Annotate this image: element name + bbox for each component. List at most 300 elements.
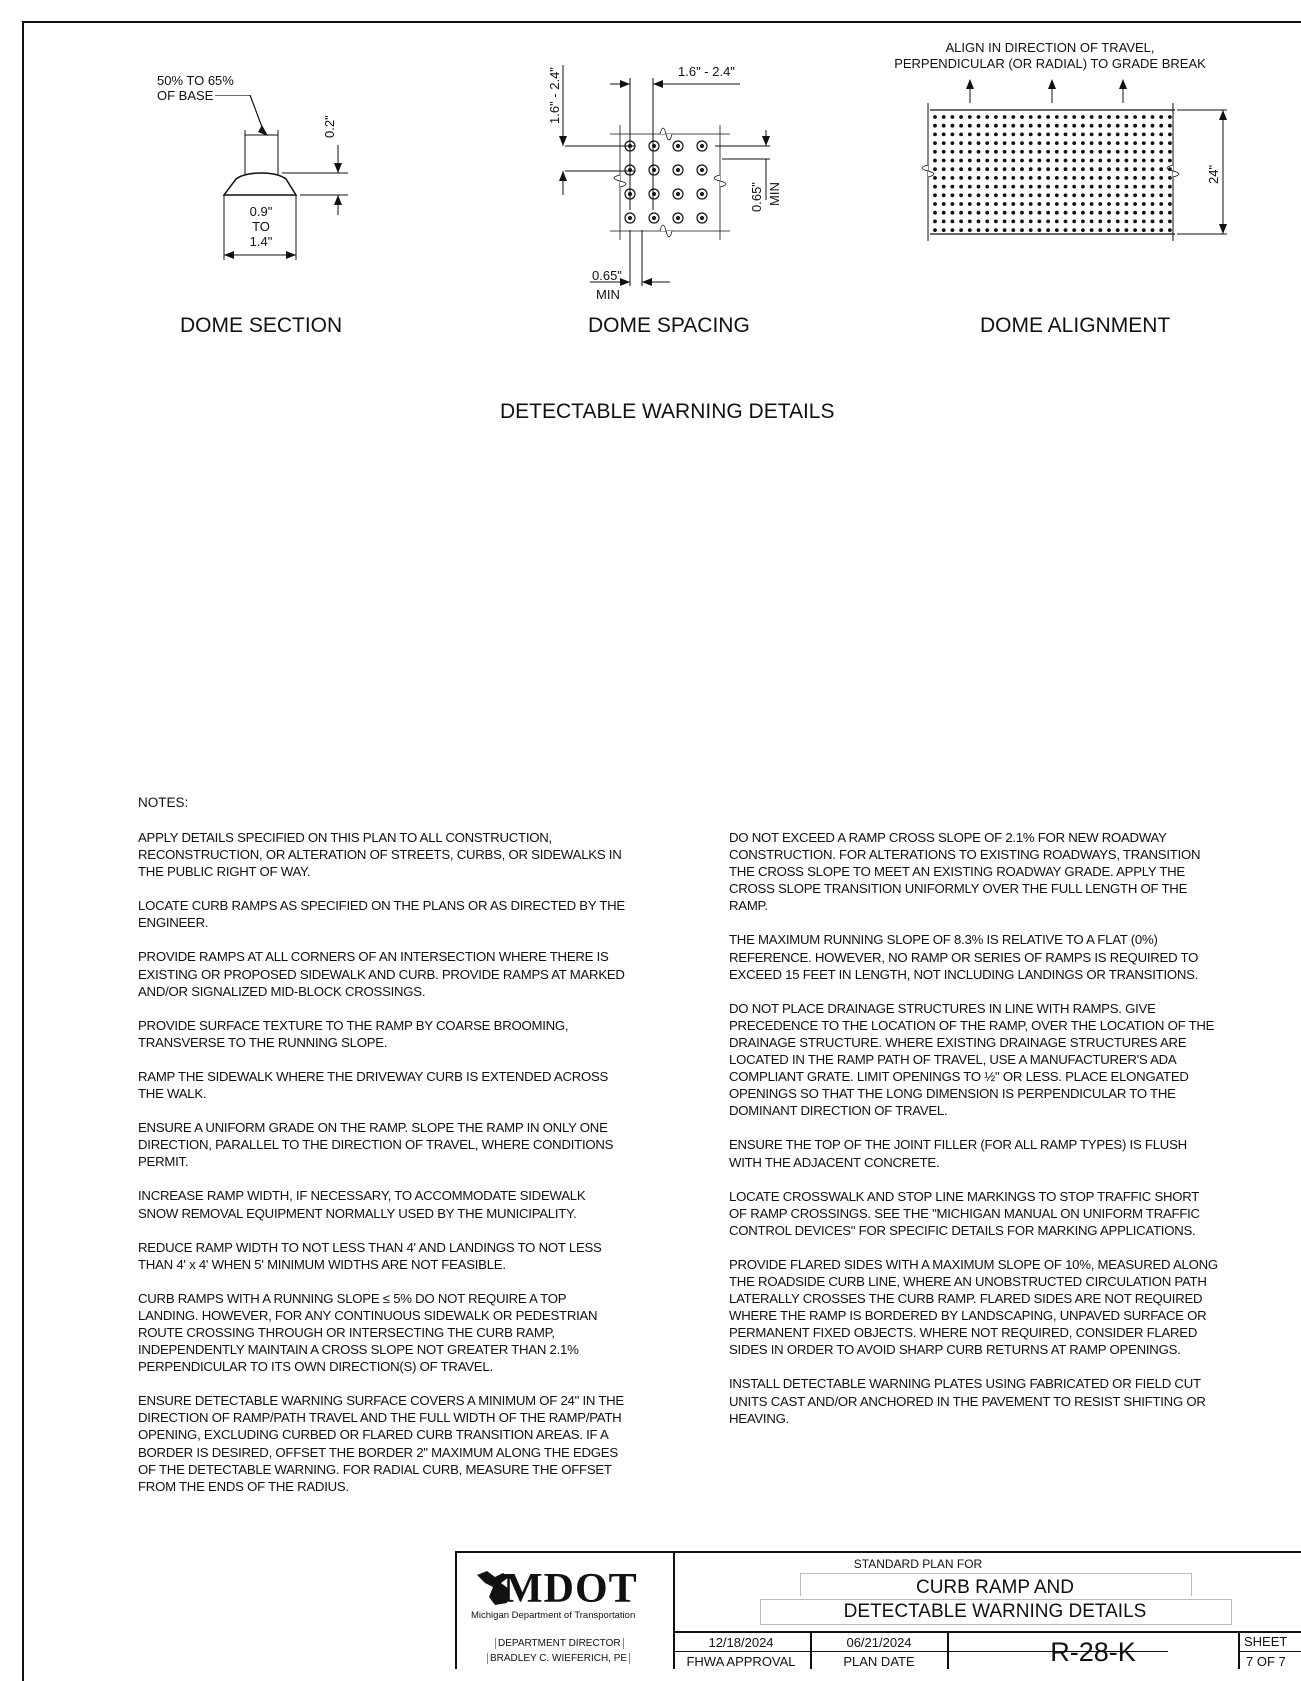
alignment-dot [968,115,972,119]
dome-alignment-drawing [915,75,1235,250]
alignment-dot [1116,220,1120,224]
alignment-dot [959,150,963,154]
alignment-dot [942,167,946,171]
alignment-dot [1098,167,1102,171]
alignment-dot [1003,228,1007,232]
alignment-dot [1029,228,1033,232]
alignment-dot [1072,202,1076,206]
alignment-dot [968,167,972,171]
alignment-dot [1168,141,1172,145]
alignment-dot [994,176,998,180]
alignment-dot [985,150,989,154]
alignment-dot [1046,185,1050,189]
alignment-dot [977,228,981,232]
alignment-dot [1055,202,1059,206]
alignment-dot [1133,220,1137,224]
alignment-dot [1151,115,1155,119]
alignment-dot [1142,124,1146,128]
alignment-dot [1020,141,1024,145]
alignment-dot [994,220,998,224]
alignment-dot [1072,159,1076,163]
alignment-dot [1011,220,1015,224]
dome-height-dim: 0.2" [322,115,337,138]
alignment-dot [1107,133,1111,137]
alignment-dot [1029,115,1033,119]
alignment-dot [1107,115,1111,119]
alignment-dot [959,185,963,189]
alignment-dot [1011,211,1015,215]
alignment-dot [1090,211,1094,215]
alignment-dot [933,115,937,119]
alignment-dot [951,211,955,215]
alignment-dot [1090,167,1094,171]
dome-spacing-horizontal-dim: 1.6" - 2.4" [678,64,735,79]
mdot-logo-subtitle: Michigan Department of Transportation [471,1610,636,1621]
dome-inner [700,192,704,196]
alignment-dot [1116,159,1120,163]
alignment-dot [942,150,946,154]
alignment-dot [1168,220,1172,224]
alignment-dot [1107,228,1111,232]
alignment-dot [1159,115,1163,119]
alignment-dot [1116,176,1120,180]
alignment-dot [1072,150,1076,154]
dome-section-top-label [157,73,234,103]
alignment-dot [1020,193,1024,197]
alignment-dot [1072,167,1076,171]
alignment-dot [1072,133,1076,137]
alignment-dot [1011,115,1015,119]
alignment-dot [1133,211,1137,215]
dome-section-top-label-line2: OF BASE [157,88,214,103]
alignment-dot [1168,150,1172,154]
alignment-dot [942,159,946,163]
alignment-dot [1003,211,1007,215]
alignment-dot [977,176,981,180]
alignment-dot [1003,115,1007,119]
alignment-dot [959,202,963,206]
alignment-dot [942,193,946,197]
alignment-dot [1038,115,1042,119]
note-left-10: ENSURE DETECTABLE WARNING SURFACE COVERS A MINIMUM OF 24" IN THE DIRECTION OF RAMP/PATH TRAVEL AND THE FULL WIDTH OF THE RAMP/PATH OPENING, EXCLUDING CURBED OR FLARED CURB TRANSITION AREAS. IF A BORDER IS DESIRED, OFFSET THE BORDER 2" MAXIMUM ALONG THE EDGES OF THE DETECTABLE WARNING. FOR RADIAL CURB, MEASURE THE OFFSET FROM THE ENDS OF THE RADIUS. [138,1393,624,1494]
alignment-dot [985,159,989,163]
alignment-dot [968,141,972,145]
alignment-dot [994,159,998,163]
dome-section-top-label-line1: 50% TO 65% [157,73,234,88]
alignment-dot [977,115,981,119]
note-left-9: CURB RAMPS WITH A RUNNING SLOPE ≤ 5% DO NOT REQUIRE A TOP LANDING. HOWEVER, FOR ANY CONTINUOUS SIDEWALK OR PEDESTRIAN ROUTE CROSSING THROUGH OR INTERSECTING THE CURB RAMP, INDEPENDENTLY MAINTAIN A CROSS SLOPE NOT GREATER THAN 2.1% PERPENDICULAR TO ITS OWN DIRECTION(S) OF TRAVEL. [138,1290,598,1375]
alignment-dot [1116,141,1120,145]
alignment-dot [1003,167,1007,171]
alignment-dot [951,220,955,224]
alignment-dot [1020,167,1024,171]
alignment-dot [1090,176,1094,180]
alignment-dot [1090,202,1094,206]
alignment-dot [1081,228,1085,232]
alignment-dot [1159,141,1163,145]
note-left-8: REDUCE RAMP WIDTH TO NOT LESS THAN 4' AND LANDINGS TO NOT LESS THAN 4' x 4' WHEN 5' MINIMUM WIDTHS ARE NOT FEASIBLE. [138,1239,602,1272]
dome-inner [676,168,680,172]
dome-spacing-side-min-label: MIN [767,182,782,206]
alignment-dot [1151,193,1155,197]
alignment-dot [1168,202,1172,206]
alignment-dot [1168,193,1172,197]
alignment-dot [1133,133,1137,137]
dome-inner [700,168,704,172]
alignment-dot [1046,228,1050,232]
alignment-dot [1098,133,1102,137]
alignment-dot [1159,185,1163,189]
alignment-dot [1116,202,1120,206]
alignment-dot [1116,228,1120,232]
alignment-dot [1038,185,1042,189]
alignment-dot [1011,141,1015,145]
alignment-dot [1133,167,1137,171]
dome-base-dim-line3: 1.4" [249,234,273,249]
note-left-6: ENSURE A UNIFORM GRADE ON THE RAMP. SLOPE THE RAMP IN ONLY ONE DIRECTION, PARALLEL TO THE DIRECTION OF TRAVEL, WHERE CONDITIONS PERMIT. [138,1120,614,1170]
alignment-dot [1107,211,1111,215]
alignment-dot [1090,185,1094,189]
dome-base-dim-line1: 0.9" [249,204,273,219]
alignment-dot [1081,211,1085,215]
alignment-dot [1029,159,1033,163]
alignment-dot [959,228,963,232]
notes-left-column [138,829,628,1512]
alignment-dot [1142,185,1146,189]
alignment-dot [1107,202,1111,206]
alignment-dot [1081,133,1085,137]
alignment-dot [1064,228,1068,232]
alignment-dot [1159,228,1163,232]
plan-title-line1: CURB RAMP AND [915,1577,1075,1598]
alignment-dot [994,141,998,145]
alignment-dot [1003,124,1007,128]
dome-section-caption: DOME SECTION [180,314,343,337]
alignment-dot [1142,141,1146,145]
alignment-dot [985,141,989,145]
notes-right-column [729,829,1219,1444]
alignment-dot [1116,167,1120,171]
alignment-dot [1125,202,1129,206]
alignment-dot [951,124,955,128]
alignment-dot [959,176,963,180]
alignment-dot [1003,141,1007,145]
alignment-dot [1029,124,1033,128]
alignment-dot [1133,176,1137,180]
dome-inner [700,216,704,220]
alignment-dot [1142,228,1146,232]
alignment-dot [1038,124,1042,128]
alignment-dot [1098,228,1102,232]
alignment-dot [1151,176,1155,180]
alignment-dot [1081,141,1085,145]
alignment-dot [951,159,955,163]
alignment-dot [1133,185,1137,189]
alignment-dot [994,185,998,189]
alignment-dot [1133,124,1137,128]
alignment-dot [1029,211,1033,215]
alignment-dot [1046,115,1050,119]
alignment-dot [1072,124,1076,128]
alignment-dot [1055,228,1059,232]
dome-inner [628,168,632,172]
alignment-dot [968,185,972,189]
dome-inner [652,168,656,172]
dome-inner [628,144,632,148]
alignment-dot [1142,193,1146,197]
alignment-dot [1159,124,1163,128]
alignment-dot [1055,133,1059,137]
alignment-dot [1064,159,1068,163]
alignment-dot [1029,185,1033,189]
plan-number: R-28-K [1050,1637,1136,1667]
alignment-dot [1133,193,1137,197]
alignment-dot [994,167,998,171]
alignment-dot [942,211,946,215]
dome-inner [628,216,632,220]
alignment-dot [933,202,937,206]
alignment-dot [1020,115,1024,119]
alignment-dot [933,193,937,197]
alignment-dot [1011,185,1015,189]
alignment-dot [951,150,955,154]
note-left-4: PROVIDE SURFACE TEXTURE TO THE RAMP BY COARSE BROOMING, TRANSVERSE TO THE RUNNING SLOPE. [138,1017,569,1050]
alignment-dot [1151,167,1155,171]
alignment-dot [977,124,981,128]
alignment-dot [1125,167,1129,171]
alignment-dot [933,211,937,215]
alignment-dot [1003,176,1007,180]
dome-spacing-bottom-min-dim: 0.65" [592,268,622,283]
alignment-dot [1038,220,1042,224]
alignment-dot [1081,150,1085,154]
alignment-dot [933,133,937,137]
alignment-dot [1168,115,1172,119]
alignment-dot [968,176,972,180]
alignment-dot [951,185,955,189]
fhwa-approval-label: FHWA APPROVAL [686,1654,796,1669]
alignment-dot [951,202,955,206]
alignment-dot [1133,159,1137,163]
alignment-dot [1098,202,1102,206]
dome-alignment-dots [933,115,1172,232]
alignment-dot [942,176,946,180]
alignment-dot [1029,141,1033,145]
alignment-dot [959,115,963,119]
dome-alignment-instruction-line1: ALIGN IN DIRECTION OF TRAVEL, [945,40,1155,55]
notes-heading: NOTES: [138,795,189,810]
alignment-dot [1003,133,1007,137]
dome-inner [652,192,656,196]
alignment-dot [1159,211,1163,215]
alignment-dot [1038,141,1042,145]
alignment-dot [942,185,946,189]
alignment-dot [933,167,937,171]
alignment-dot [1151,202,1155,206]
alignment-dot [1055,115,1059,119]
alignment-dot [994,211,998,215]
alignment-dot [1020,220,1024,224]
alignment-dot [1046,220,1050,224]
plan-date-label: PLAN DATE [843,1654,915,1669]
alignment-dot [1125,141,1129,145]
alignment-dot [933,141,937,145]
alignment-dot [1125,115,1129,119]
alignment-dot [1029,202,1033,206]
alignment-dot [1159,176,1163,180]
alignment-dot [942,220,946,224]
alignment-dot [1107,167,1111,171]
alignment-dot [1107,176,1111,180]
alignment-dot [1098,159,1102,163]
dome-inner [700,144,704,148]
alignment-dot [1090,150,1094,154]
alignment-dot [942,228,946,232]
alignment-dot [994,228,998,232]
alignment-dot [1064,185,1068,189]
alignment-dot [968,220,972,224]
alignment-dot [1011,193,1015,197]
alignment-dot [1029,133,1033,137]
alignment-dot [985,133,989,137]
alignment-dot [968,124,972,128]
standard-plan-for: STANDARD PLAN FOR [853,1557,983,1571]
alignment-dot [1081,159,1085,163]
alignment-dot [1081,185,1085,189]
alignment-dot [1064,115,1068,119]
alignment-dot [1055,141,1059,145]
alignment-dot [1020,211,1024,215]
alignment-dot [1046,193,1050,197]
alignment-dot [994,133,998,137]
alignment-dot [1107,159,1111,163]
alignment-dot [968,150,972,154]
alignment-dot [1107,220,1111,224]
alignment-dot [942,124,946,128]
alignment-dot [1072,211,1076,215]
dome-alignment-width-dim: 24" [1206,164,1221,184]
alignment-dot [1098,176,1102,180]
alignment-dot [933,124,937,128]
dome-inner [652,144,656,148]
alignment-dot [985,211,989,215]
alignment-dot [977,150,981,154]
alignment-dot [1055,176,1059,180]
alignment-dot [977,159,981,163]
alignment-dot [1168,228,1172,232]
dome-spacing-bottom-min-label: MIN [596,287,620,302]
alignment-dot [1116,211,1120,215]
alignment-dot [968,193,972,197]
alignment-dot [1064,167,1068,171]
dome-grid [625,141,707,223]
alignment-dot [1133,115,1137,119]
alignment-dot [951,176,955,180]
note-right-2: THE MAXIMUM RUNNING SLOPE OF 8.3% IS RELATIVE TO A FLAT (0%) REFERENCE. HOWEVER, NO RAMP OR SERIES OF RAMPS IS REQUIRED TO EXCEED 15 FEET IN LENGTH, NOT INCLUDING LANDINGS OR TRANSITIONS. [729,932,1199,982]
alignment-dot [1116,150,1120,154]
alignment-dot [968,159,972,163]
alignment-dot [1090,124,1094,128]
alignment-dot [1055,193,1059,197]
alignment-dot [1055,185,1059,189]
alignment-dot [1064,220,1068,224]
note-left-3: PROVIDE RAMPS AT ALL CORNERS OF AN INTERSECTION WHERE THERE IS EXISTING OR PROPOSED SIDEWALK AND CURB. PROVIDE RAMPS AT MARKED AND/OR SIGNALIZED MID-BLOCK CROSSINGS. [138,949,625,999]
alignment-dot [1107,124,1111,128]
alignment-dot [1168,185,1172,189]
alignment-dot [1107,141,1111,145]
alignment-dot [1098,211,1102,215]
alignment-dot [959,133,963,137]
alignment-dot [1046,124,1050,128]
alignment-dot [1090,115,1094,119]
alignment-dot [1064,124,1068,128]
alignment-dot [1159,220,1163,224]
alignment-dot [1142,167,1146,171]
director-title: DEPARTMENT DIRECTOR [495,1638,624,1649]
alignment-dot [1090,159,1094,163]
alignment-dot [1098,220,1102,224]
alignment-dot [1098,150,1102,154]
alignment-dot [942,133,946,137]
alignment-dot [1055,211,1059,215]
dome-inner [628,192,632,196]
alignment-dot [1116,115,1120,119]
alignment-dot [1046,141,1050,145]
alignment-dot [994,150,998,154]
mdot-logo-text: MDOT [503,1566,638,1612]
note-left-1: APPLY DETAILS SPECIFIED ON THIS PLAN TO ALL CONSTRUCTION, RECONSTRUCTION, OR ALTERATION OF STREETS, CURBS, OR SIDEWALKS IN THE PUBLIC RIGHT OF WAY. [138,830,622,880]
alignment-dot [1020,133,1024,137]
dome-alignment-caption: DOME ALIGNMENT [980,314,1171,337]
alignment-dot [1116,133,1120,137]
note-left-5: RAMP THE SIDEWALK WHERE THE DRIVEWAY CURB IS EXTENDED ACROSS THE WALK. [138,1068,609,1102]
alignment-dot [1064,150,1068,154]
alignment-dot [977,185,981,189]
plan-date: 06/21/2024 [846,1635,912,1650]
alignment-dot [1151,124,1155,128]
dome-alignment-instruction [880,40,1220,72]
alignment-dot [1081,115,1085,119]
alignment-dot [1055,159,1059,163]
alignment-dot [959,124,963,128]
alignment-dot [1055,124,1059,128]
alignment-dot [1038,176,1042,180]
alignment-dot [1046,176,1050,180]
alignment-dot [1081,167,1085,171]
alignment-dot [1125,150,1129,154]
alignment-dot [985,124,989,128]
alignment-dot [1020,150,1024,154]
alignment-dot [1072,228,1076,232]
note-left-7: INCREASE RAMP WIDTH, IF NECESSARY, TO ACCOMMODATE SIDEWALK SNOW REMOVAL EQUIPMENT NORMALLY USED BY THE MUNICIPALITY. [138,1188,586,1221]
alignment-dot [1133,202,1137,206]
alignment-dot [951,133,955,137]
alignment-dot [1038,211,1042,215]
alignment-dot [1072,185,1076,189]
alignment-dot [1168,167,1172,171]
alignment-dot [1159,159,1163,163]
alignment-dot [1125,133,1129,137]
alignment-dot [1159,133,1163,137]
alignment-dot [1125,124,1129,128]
alignment-dot [1003,202,1007,206]
alignment-dot [1038,159,1042,163]
alignment-dot [1151,228,1155,232]
alignment-dot [1046,150,1050,154]
alignment-dot [1072,115,1076,119]
alignment-dot [1046,211,1050,215]
alignment-dot [1125,220,1129,224]
